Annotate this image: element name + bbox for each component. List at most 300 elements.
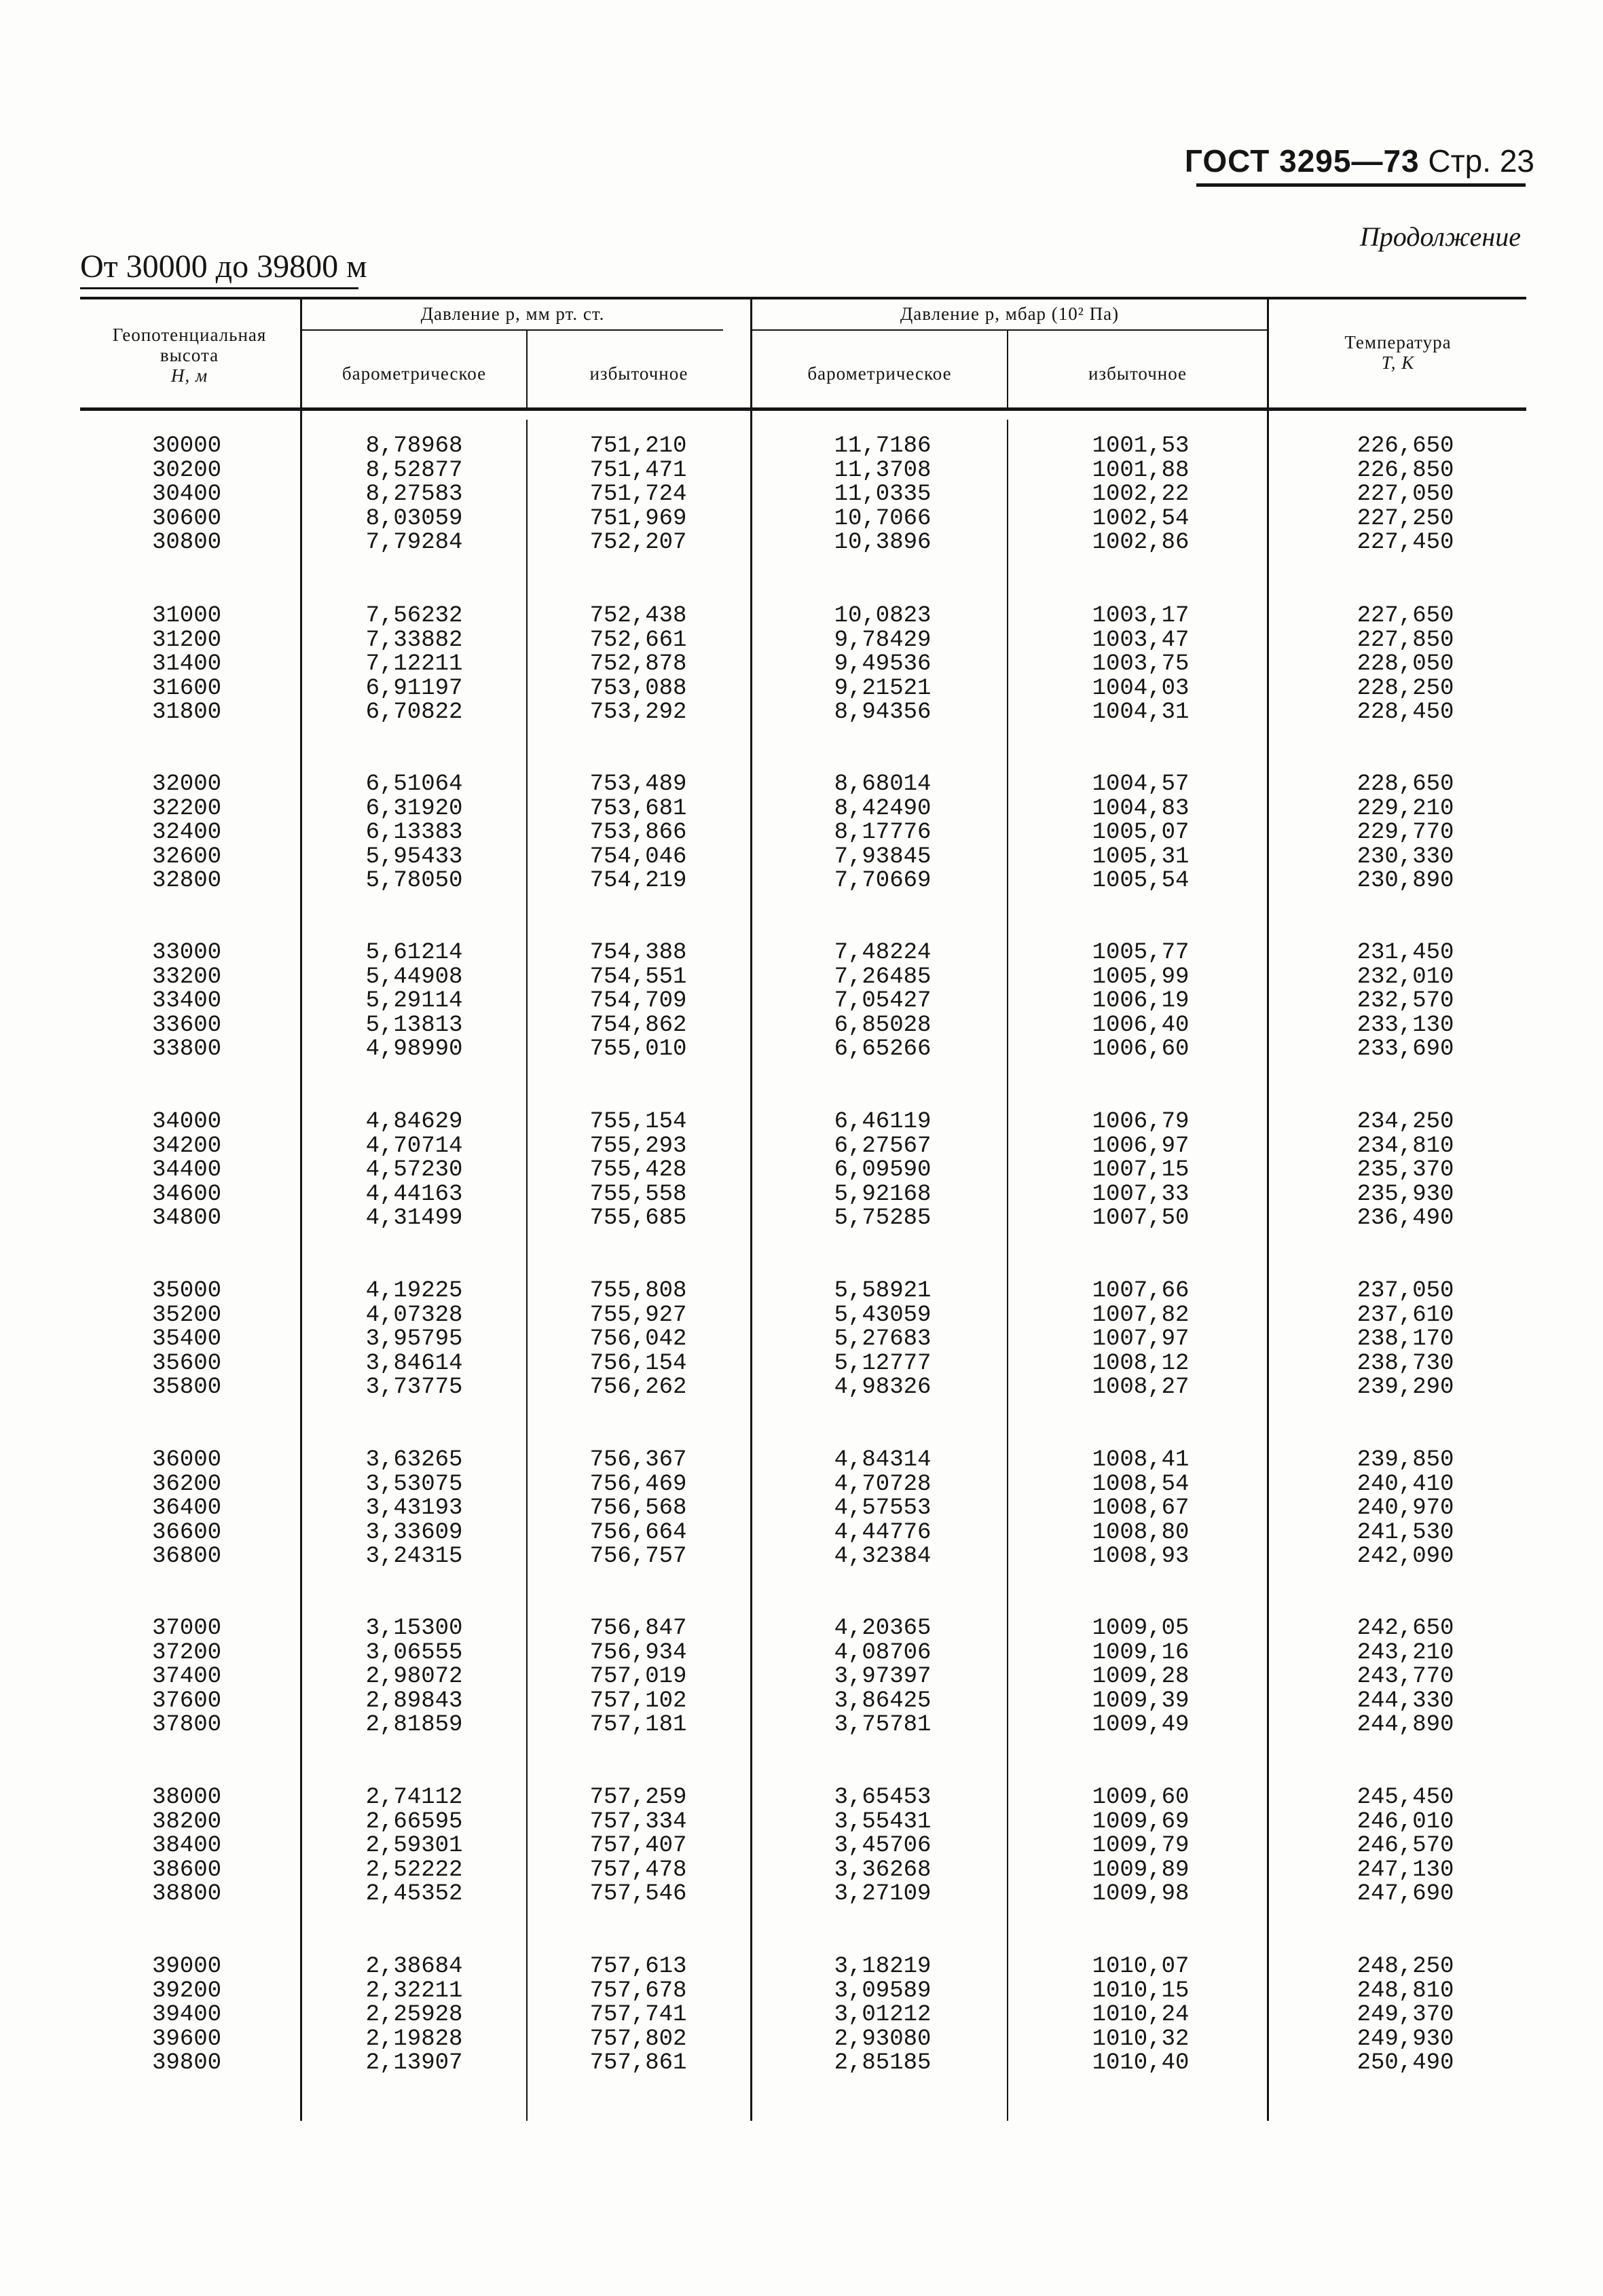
pressure-mm-baro-cell: 7,33882	[365, 627, 463, 653]
pressure-mm-baro-cell: 3,95795	[365, 1326, 463, 1352]
height-cell: 38200	[151, 1808, 222, 1835]
header-temperature-unit: T, K	[1381, 352, 1415, 373]
pressure-mbar-exc-cell: 1004,83	[1092, 795, 1190, 822]
height-cell: 37600	[151, 1688, 222, 1714]
pressure-mbar-baro-cell: 7,70669	[834, 868, 932, 894]
column-height	[109, 1448, 265, 1569]
pressure-mbar-exc-cell: 1007,50	[1092, 1205, 1190, 1231]
column-pressure-mbar-baro	[794, 1955, 971, 2076]
temperature-cell: 233,690	[1357, 1036, 1454, 1062]
pressure-mm-exc-cell: 755,010	[589, 1036, 687, 1062]
pressure-mm-exc-cell: 757,741	[589, 2002, 687, 2028]
temperature-cell: 246,010	[1357, 1808, 1454, 1835]
pressure-mm-exc-cell: 754,862	[589, 1012, 687, 1038]
pressure-mm-exc-cell: 754,551	[589, 964, 687, 990]
height-cell: 39200	[151, 1978, 222, 2004]
pressure-mm-exc-cell: 757,407	[589, 1833, 687, 1859]
temperature-cell: 240,970	[1357, 1495, 1454, 1521]
height-cell: 37000	[151, 1616, 222, 1641]
pressure-mm-exc-cell: 756,934	[589, 1639, 687, 1666]
pressure-mm-baro-cell: 5,44908	[365, 964, 463, 990]
pressure-mbar-exc-cell: 1010,15	[1092, 1978, 1190, 2004]
height-cell: 38400	[151, 1833, 222, 1859]
column-pressure-mbar-baro	[794, 1786, 971, 1907]
pressure-mm-baro-cell: 3,84614	[365, 1350, 463, 1377]
height-cell: 31600	[151, 675, 222, 701]
header-height-line-2: высота	[160, 345, 219, 365]
pressure-mm-baro-cell: 7,12211	[365, 651, 463, 677]
temperature-cell: 237,610	[1357, 1302, 1454, 1328]
pressure-mbar-exc-cell: 1006,19	[1092, 988, 1190, 1014]
column-pressure-mm-baro	[326, 435, 502, 555]
pressure-mm-exc-cell: 755,428	[589, 1157, 687, 1183]
column-temperature	[1324, 1955, 1487, 2076]
column-pressure-mm-baro	[326, 1279, 502, 1400]
column-height	[109, 1617, 265, 1738]
pressure-mbar-baro-cell: 10,3896	[834, 530, 932, 555]
pressure-mbar-exc-cell: 1001,88	[1092, 457, 1190, 484]
column-pressure-mbar-baro	[794, 1617, 971, 1738]
pressure-mbar-baro-cell: 5,75285	[834, 1205, 932, 1231]
height-cell: 37400	[151, 1664, 222, 1690]
pressure-mbar-exc-cell: 1002,22	[1092, 481, 1190, 507]
pressure-mbar-baro-cell: 3,86425	[834, 1688, 932, 1714]
pressure-mbar-exc-cell: 1001,53	[1092, 433, 1190, 459]
column-pressure-mbar-exc	[1059, 941, 1222, 1062]
column-pressure-mm-baro	[326, 1448, 502, 1569]
column-temperature	[1324, 1448, 1487, 1569]
pressure-mm-baro-cell: 2,13907	[365, 2050, 463, 2076]
height-cell: 33200	[151, 964, 222, 990]
pressure-mm-exc-cell: 753,088	[589, 675, 687, 701]
height-cell: 30000	[151, 433, 222, 459]
height-cell: 30800	[151, 530, 222, 555]
pressure-mbar-baro-cell: 4,44776	[834, 1519, 932, 1546]
header-mbar-barometric: барометрическое	[807, 363, 952, 384]
temperature-cell: 230,890	[1357, 868, 1454, 894]
column-temperature	[1324, 1110, 1487, 1231]
page-number: Стр. 23	[1428, 143, 1534, 179]
pressure-mbar-baro-cell: 7,48224	[834, 940, 932, 966]
pressure-mm-exc-cell: 757,861	[589, 2050, 687, 2076]
height-cell: 31400	[151, 651, 222, 677]
pressure-mbar-baro-cell: 3,55431	[834, 1808, 932, 1835]
column-pressure-mbar-exc	[1059, 1110, 1222, 1231]
pressure-mbar-baro-cell: 4,84314	[834, 1447, 932, 1473]
temperature-cell: 234,250	[1357, 1109, 1454, 1135]
column-pressure-mbar-baro	[794, 941, 971, 1062]
height-cell: 34000	[151, 1109, 222, 1135]
pressure-mm-exc-cell: 757,102	[589, 1688, 687, 1714]
temperature-cell: 232,570	[1357, 988, 1454, 1014]
pressure-mbar-exc-cell: 1009,69	[1092, 1808, 1190, 1835]
pressure-mm-exc-cell: 756,469	[589, 1471, 687, 1497]
temperature-cell: 227,250	[1357, 505, 1454, 532]
pressure-mm-baro-cell: 2,59301	[365, 1833, 463, 1859]
pressure-mm-exc-cell: 754,046	[589, 843, 687, 870]
pressure-mm-baro-cell: 3,06555	[365, 1639, 463, 1666]
pressure-mm-exc-cell: 756,847	[589, 1616, 687, 1641]
temperature-cell: 232,010	[1357, 964, 1454, 990]
pressure-mbar-exc-cell: 1005,99	[1092, 964, 1190, 990]
temperature-cell: 249,930	[1357, 2026, 1454, 2052]
pressure-mbar-baro-cell: 3,36268	[834, 1857, 932, 1883]
pressure-mbar-baro-cell: 5,43059	[834, 1302, 932, 1328]
pressure-mm-baro-cell: 7,56232	[365, 603, 463, 629]
height-cell: 31200	[151, 627, 222, 653]
pressure-mm-exc-cell: 757,613	[589, 1954, 687, 1980]
pressure-mm-exc-cell: 751,969	[589, 505, 687, 532]
pressure-mbar-exc-cell: 1003,47	[1092, 627, 1190, 653]
column-pressure-mm-baro	[326, 1786, 502, 1907]
pressure-mm-exc-cell: 755,808	[589, 1278, 687, 1304]
pressure-mm-exc-cell: 754,388	[589, 940, 687, 966]
column-pressure-mm-exc	[550, 1279, 726, 1400]
temperature-cell: 228,650	[1357, 771, 1454, 797]
pressure-mm-exc-cell: 751,471	[589, 457, 687, 484]
pressure-mm-exc-cell: 755,293	[589, 1133, 687, 1159]
column-temperature	[1324, 604, 1487, 725]
pressure-mm-baro-cell: 4,44163	[365, 1181, 463, 1207]
temperature-cell: 245,450	[1357, 1785, 1454, 1810]
pressure-mm-baro-cell: 3,43193	[365, 1495, 463, 1521]
column-pressure-mm-baro	[326, 1110, 502, 1231]
table-top-rule	[80, 297, 1526, 299]
column-pressure-mm-baro	[326, 1955, 502, 2076]
pressure-mbar-baro-cell: 3,45706	[834, 1833, 932, 1859]
column-pressure-mm-baro	[326, 604, 502, 725]
header-temperature-line-1: Температура	[1344, 332, 1452, 352]
height-cell: 36800	[151, 1544, 222, 1569]
pressure-mbar-baro-cell: 9,21521	[834, 675, 932, 701]
pressure-mbar-baro-cell: 4,57553	[834, 1495, 932, 1521]
column-height	[109, 1279, 265, 1400]
pressure-mm-exc-cell: 757,678	[589, 1978, 687, 2004]
pressure-mm-baro-cell: 8,52877	[365, 457, 463, 484]
temperature-cell: 227,450	[1357, 530, 1454, 555]
temperature-cell: 234,810	[1357, 1133, 1454, 1159]
pressure-mm-exc-cell: 757,546	[589, 1881, 687, 1907]
pressure-mbar-baro-cell: 4,20365	[834, 1616, 932, 1641]
pressure-mbar-exc-cell: 1006,40	[1092, 1012, 1190, 1038]
column-pressure-mbar-exc	[1059, 1955, 1222, 2076]
temperature-cell: 228,450	[1357, 699, 1454, 725]
pressure-mbar-exc-cell: 1009,39	[1092, 1688, 1190, 1714]
pressure-mm-baro-cell: 3,53075	[365, 1471, 463, 1497]
header-pressure-mbar: Давление p, мбар (10² Па)	[900, 304, 1120, 324]
pressure-mbar-baro-cell: 8,94356	[834, 699, 932, 725]
column-pressure-mbar-baro	[794, 1279, 971, 1400]
temperature-cell: 227,850	[1357, 627, 1454, 653]
pressure-mbar-exc-cell: 1007,97	[1092, 1326, 1190, 1352]
pressure-mm-exc-cell: 757,478	[589, 1857, 687, 1883]
height-cell: 32400	[151, 820, 222, 845]
temperature-cell: 250,490	[1357, 2050, 1454, 2076]
pressure-mm-baro-cell: 2,74112	[365, 1785, 463, 1810]
pressure-mm-baro-cell: 5,13813	[365, 1012, 463, 1038]
height-cell: 37800	[151, 1712, 222, 1738]
column-pressure-mm-exc	[550, 604, 726, 725]
column-pressure-mm-exc	[550, 1617, 726, 1738]
pressure-mbar-baro-cell: 7,93845	[834, 843, 932, 870]
height-cell: 30400	[151, 481, 222, 507]
pressure-mm-exc-cell: 756,568	[589, 1495, 687, 1521]
pressure-mm-baro-cell: 2,45352	[365, 1881, 463, 1907]
pressure-mm-exc-cell: 757,259	[589, 1785, 687, 1810]
pressure-mbar-exc-cell: 1003,75	[1092, 651, 1190, 677]
pressure-mbar-baro-cell: 11,7186	[834, 433, 932, 459]
pressure-mbar-exc-cell: 1010,07	[1092, 1954, 1190, 1980]
pressure-mbar-exc-cell: 1009,28	[1092, 1664, 1190, 1690]
pressure-mm-exc-cell: 757,802	[589, 2026, 687, 2052]
header-mm-excess: избыточное	[589, 363, 688, 384]
pressure-mbar-baro-cell: 3,65453	[834, 1785, 932, 1810]
pressure-mbar-baro-cell: 9,78429	[834, 627, 932, 653]
temperature-cell: 235,370	[1357, 1157, 1454, 1183]
pressure-mm-exc-cell: 757,181	[589, 1712, 687, 1738]
height-cell: 33000	[151, 940, 222, 966]
pressure-mbar-baro-cell: 6,09590	[834, 1157, 932, 1183]
pressure-mm-baro-cell: 4,84629	[365, 1109, 463, 1135]
pressure-mbar-baro-cell: 4,98326	[834, 1374, 932, 1400]
temperature-cell: 231,450	[1357, 940, 1454, 966]
column-height	[109, 1786, 265, 1907]
column-pressure-mbar-baro	[794, 435, 971, 555]
temperature-cell: 241,530	[1357, 1519, 1454, 1546]
pressure-mm-exc-cell: 753,681	[589, 795, 687, 822]
column-pressure-mbar-exc	[1059, 435, 1222, 555]
column-divider-1	[300, 299, 302, 2121]
height-cell: 36000	[151, 1447, 222, 1473]
pressure-mbar-exc-cell: 1008,93	[1092, 1544, 1190, 1569]
range-underline	[80, 287, 358, 289]
column-pressure-mbar-exc	[1059, 1279, 1222, 1400]
pressure-mbar-baro-cell: 5,92168	[834, 1181, 932, 1207]
column-temperature	[1324, 1617, 1487, 1738]
temperature-cell: 246,570	[1357, 1833, 1454, 1859]
pressure-mm-exc-cell: 753,292	[589, 699, 687, 725]
column-height	[109, 941, 265, 1062]
pressure-mm-exc-cell: 752,438	[589, 603, 687, 629]
height-cell: 34200	[151, 1133, 222, 1159]
height-cell: 31000	[151, 603, 222, 629]
column-pressure-mbar-exc	[1059, 1786, 1222, 1907]
pressure-mbar-exc-cell: 1007,82	[1092, 1302, 1190, 1328]
column-pressure-mm-exc	[550, 1786, 726, 1907]
pressure-mbar-baro-cell: 7,26485	[834, 964, 932, 990]
temperature-cell: 229,770	[1357, 820, 1454, 845]
temperature-cell: 239,290	[1357, 1374, 1454, 1400]
pressure-mbar-exc-cell: 1007,66	[1092, 1278, 1190, 1304]
header-underline	[1196, 183, 1526, 187]
temperature-cell: 233,130	[1357, 1012, 1454, 1038]
pressure-mbar-baro-cell: 8,68014	[834, 771, 932, 797]
pressure-mm-baro-cell: 7,79284	[365, 530, 463, 555]
pressure-mbar-exc-cell: 1010,32	[1092, 2026, 1190, 2052]
pressure-mbar-exc-cell: 1009,89	[1092, 1857, 1190, 1883]
height-cell: 36200	[151, 1471, 222, 1497]
pressure-mbar-baro-cell: 3,75781	[834, 1712, 932, 1738]
pressure-mbar-exc-cell: 1006,60	[1092, 1036, 1190, 1062]
height-cell: 33600	[151, 1012, 222, 1038]
pressure-mm-baro-cell: 8,78968	[365, 433, 463, 459]
pressure-mm-exc-cell: 753,489	[589, 771, 687, 797]
pressure-mm-baro-cell: 5,95433	[365, 843, 463, 870]
column-height	[109, 604, 265, 725]
temperature-cell: 248,250	[1357, 1954, 1454, 1980]
height-cell: 39000	[151, 1954, 222, 1980]
height-cell: 32800	[151, 868, 222, 894]
pressure-mbar-baro-cell: 10,7066	[834, 505, 932, 532]
pressure-mm-baro-cell: 6,13383	[365, 820, 463, 845]
pressure-mbar-exc-cell: 1005,31	[1092, 843, 1190, 870]
temperature-cell: 238,170	[1357, 1326, 1454, 1352]
column-height	[109, 435, 265, 555]
pressure-mm-exc-cell: 757,334	[589, 1808, 687, 1835]
pressure-mm-baro-cell: 4,31499	[365, 1205, 463, 1231]
pressure-mbar-baro-cell: 3,18219	[834, 1954, 932, 1980]
pressure-mm-baro-cell: 2,38684	[365, 1954, 463, 1980]
height-cell: 39600	[151, 2026, 222, 2052]
pressure-mbar-exc-cell: 1006,79	[1092, 1109, 1190, 1135]
height-cell: 32600	[151, 843, 222, 870]
temperature-cell: 243,210	[1357, 1639, 1454, 1666]
temperature-cell: 249,370	[1357, 2002, 1454, 2028]
pressure-mm-baro-cell: 6,31920	[365, 795, 463, 822]
page-header	[1154, 143, 1534, 179]
temperature-cell: 247,690	[1357, 1881, 1454, 1907]
height-cell: 34800	[151, 1205, 222, 1231]
column-pressure-mm-exc	[550, 435, 726, 555]
pressure-mbar-baro-cell: 4,32384	[834, 1544, 932, 1569]
column-pressure-mbar-exc	[1059, 1448, 1222, 1569]
column-temperature	[1324, 435, 1487, 555]
temperature-cell: 239,850	[1357, 1447, 1454, 1473]
column-pressure-mm-exc	[550, 1955, 726, 2076]
pressure-mbar-baro-cell: 7,05427	[834, 988, 932, 1014]
pressure-mbar-exc-cell: 1009,49	[1092, 1712, 1190, 1738]
column-pressure-mbar-baro	[794, 1448, 971, 1569]
pressure-mbar-exc-cell: 1009,16	[1092, 1639, 1190, 1666]
pressure-mm-baro-cell: 5,61214	[365, 940, 463, 966]
pressure-mm-baro-cell: 8,27583	[365, 481, 463, 507]
pressure-mm-exc-cell: 753,866	[589, 820, 687, 845]
pressure-mbar-baro-cell: 3,09589	[834, 1978, 932, 2004]
column-temperature	[1324, 1279, 1487, 1400]
pressure-mbar-baro-cell: 6,27567	[834, 1133, 932, 1159]
pressure-mbar-exc-cell: 1005,54	[1092, 868, 1190, 894]
temperature-cell: 227,050	[1357, 481, 1454, 507]
pressure-mbar-baro-cell: 6,85028	[834, 1012, 932, 1038]
subheader-rule-mm	[302, 329, 723, 331]
temperature-cell: 243,770	[1357, 1664, 1454, 1690]
column-pressure-mbar-baro	[794, 604, 971, 725]
pressure-mbar-baro-cell: 8,42490	[834, 795, 932, 822]
pressure-mbar-baro-cell: 4,08706	[834, 1639, 932, 1666]
pressure-mbar-exc-cell: 1007,15	[1092, 1157, 1190, 1183]
height-cell: 34600	[151, 1181, 222, 1207]
pressure-mbar-exc-cell: 1008,12	[1092, 1350, 1190, 1377]
pressure-mbar-exc-cell: 1008,54	[1092, 1471, 1190, 1497]
pressure-mm-baro-cell: 4,07328	[365, 1302, 463, 1328]
height-cell: 32200	[151, 795, 222, 822]
height-cell: 35800	[151, 1374, 222, 1400]
pressure-mm-baro-cell: 2,81859	[365, 1712, 463, 1738]
pressure-mm-baro-cell: 6,51064	[365, 771, 463, 797]
pressure-mm-baro-cell: 2,98072	[365, 1664, 463, 1690]
pressure-mm-baro-cell: 2,89843	[365, 1688, 463, 1714]
pressure-mm-exc-cell: 754,709	[589, 988, 687, 1014]
column-pressure-mbar-exc	[1059, 604, 1222, 725]
column-pressure-mbar-baro	[794, 773, 971, 894]
pressure-mbar-baro-cell: 9,49536	[834, 651, 932, 677]
height-cell: 33800	[151, 1036, 222, 1062]
pressure-mm-baro-cell: 5,29114	[365, 988, 463, 1014]
temperature-cell: 235,930	[1357, 1181, 1454, 1207]
subheader-rule-mbar	[752, 329, 1268, 331]
pressure-mbar-baro-cell: 6,65266	[834, 1036, 932, 1062]
pressure-mbar-exc-cell: 1005,77	[1092, 940, 1190, 966]
temperature-cell: 237,050	[1357, 1278, 1454, 1304]
pressure-mm-exc-cell: 752,207	[589, 530, 687, 555]
temperature-cell: 227,650	[1357, 603, 1454, 629]
pressure-mm-exc-cell: 755,558	[589, 1181, 687, 1207]
height-cell: 30200	[151, 457, 222, 484]
pressure-mbar-baro-cell: 11,3708	[834, 457, 932, 484]
height-cell: 39400	[151, 2002, 222, 2028]
temperature-cell: 229,210	[1357, 795, 1454, 822]
pressure-mm-exc-cell: 755,685	[589, 1205, 687, 1231]
temperature-cell: 230,330	[1357, 843, 1454, 870]
pressure-mbar-exc-cell: 1002,86	[1092, 530, 1190, 555]
column-pressure-mm-baro	[326, 773, 502, 894]
temperature-cell: 244,330	[1357, 1688, 1454, 1714]
temperature-cell: 226,650	[1357, 433, 1454, 459]
temperature-cell: 238,730	[1357, 1350, 1454, 1377]
pressure-mbar-exc-cell: 1002,54	[1092, 505, 1190, 532]
altitude-range-title: От 30000 до 39800 м	[80, 249, 367, 285]
column-pressure-mbar-exc	[1059, 1617, 1222, 1738]
pressure-mbar-baro-cell: 6,46119	[834, 1109, 932, 1135]
header-temperature	[1269, 332, 1527, 373]
pressure-mbar-exc-cell: 1008,27	[1092, 1374, 1190, 1400]
column-height	[109, 773, 265, 894]
height-cell: 38000	[151, 1785, 222, 1810]
pressure-mbar-exc-cell: 1010,40	[1092, 2050, 1190, 2076]
height-cell: 35400	[151, 1326, 222, 1352]
pressure-mbar-exc-cell: 1009,98	[1092, 1881, 1190, 1907]
pressure-mm-exc-cell: 754,219	[589, 868, 687, 894]
column-pressure-mbar-baro	[794, 1110, 971, 1231]
pressure-mm-exc-cell: 756,262	[589, 1374, 687, 1400]
pressure-mbar-exc-cell: 1009,60	[1092, 1785, 1190, 1810]
pressure-mm-baro-cell: 2,32211	[365, 1978, 463, 2004]
header-height-line-3	[80, 365, 299, 386]
pressure-mm-baro-cell: 4,57230	[365, 1157, 463, 1183]
height-cell: 31800	[151, 699, 222, 725]
pressure-mbar-baro-cell: 11,0335	[834, 481, 932, 507]
height-cell: 38600	[151, 1857, 222, 1883]
column-pressure-mbar-exc	[1059, 773, 1222, 894]
height-cell: 34400	[151, 1157, 222, 1183]
height-cell: 35200	[151, 1302, 222, 1328]
pressure-mbar-exc-cell: 1005,07	[1092, 820, 1190, 845]
column-pressure-mm-baro	[326, 1617, 502, 1738]
pressure-mm-baro-cell: 3,73775	[365, 1374, 463, 1400]
pressure-mbar-exc-cell: 1010,24	[1092, 2002, 1190, 2028]
pressure-mbar-baro-cell: 10,0823	[834, 603, 932, 629]
pressure-mbar-exc-cell: 1004,31	[1092, 699, 1190, 725]
